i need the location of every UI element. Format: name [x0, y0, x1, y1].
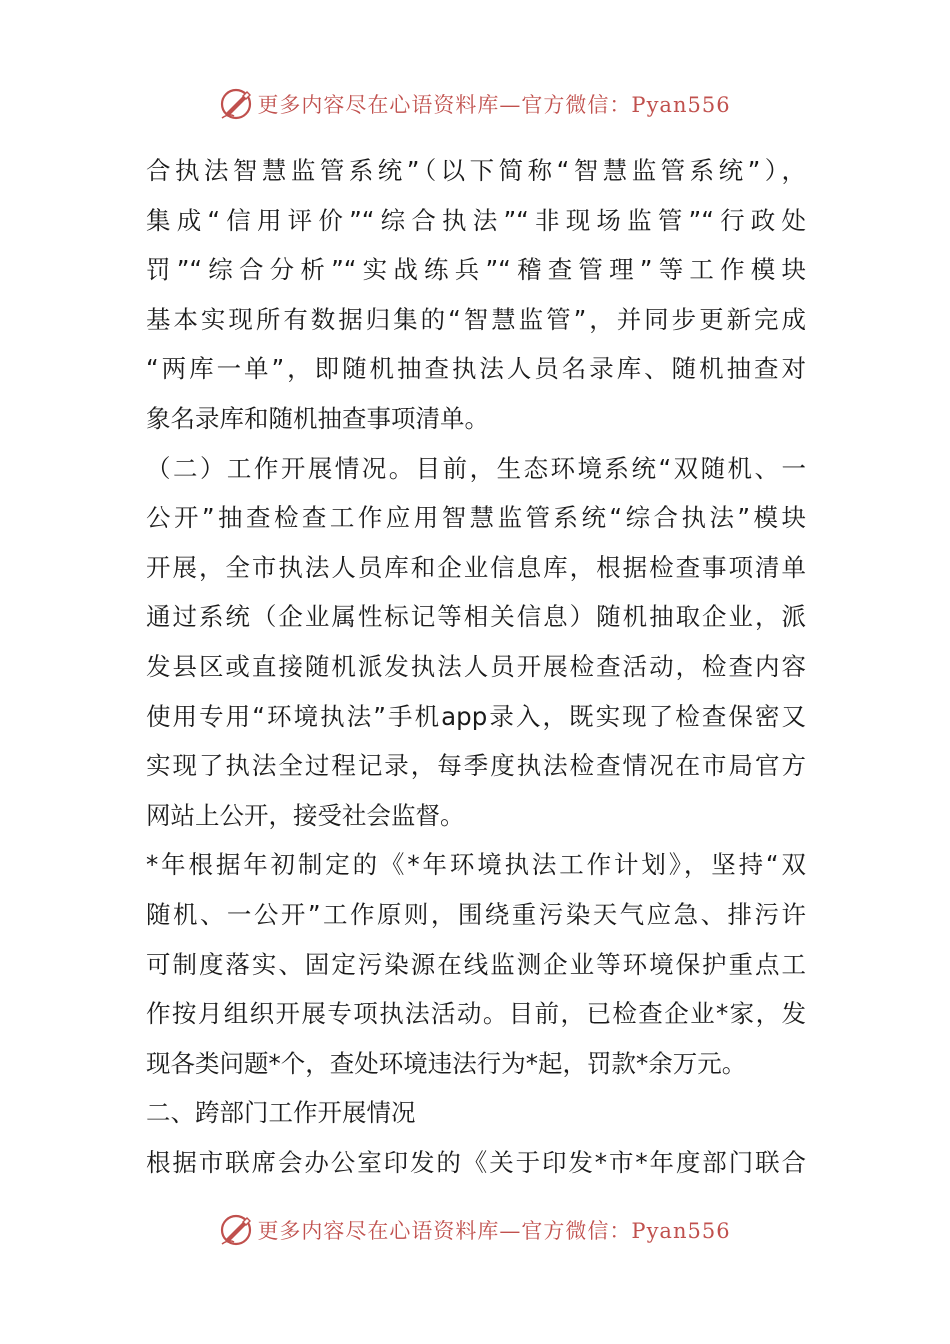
body-line: 网站上公开，接受社会监督。 — [146, 800, 465, 830]
body-line: 发县区或直接随机派发执法人员开展检查活动，检查内容 — [146, 651, 806, 681]
body-line: （二）工作开展情况。目前，生态环境系统“双随机、一 — [146, 453, 806, 483]
pen-logo-icon — [219, 1213, 253, 1247]
body-line: 开展，全市执法人员库和企业信息库，根据检查事项清单 — [146, 552, 806, 582]
body-line: 通过系统（企业属性标记等相关信息）随机抽取企业，派 — [146, 602, 806, 632]
document-body — [146, 146, 806, 1187]
body-line: 可制度落实、固定污染源在线监测企业等环境保护重点工 — [146, 949, 806, 979]
watermark-text: 更多内容尽在心语资料库—官方微信：Pyan556 — [257, 93, 731, 117]
body-line: 随机、一公开”工作原则，围绕重污染天气应急、排污许 — [146, 899, 806, 929]
body-line: 现各类问题*个，查处环境违法行为*起，罚款*余万元。 — [146, 1048, 747, 1078]
body-line: 实现了执法全过程记录，每季度执法检查情况在市局官方 — [146, 751, 806, 781]
body-line: 象名录库和随机抽查事项清单。 — [146, 403, 489, 433]
watermark-text: 更多内容尽在心语资料库—官方微信：Pyan556 — [257, 1219, 731, 1243]
body-line: 集成“信用评价”“综合执法”“非现场监管”“行政处 — [146, 205, 806, 235]
body-line: 合执法智慧监管系统”（以下简称“智慧监管系统”）， — [146, 156, 806, 185]
body-line: 公开”抽查检查工作应用智慧监管系统“综合执法”模块 — [146, 503, 806, 533]
body-line: 罚”“综合分析”“实战练兵”“稽查管理”等工作模块 — [146, 255, 806, 285]
header-watermark-banner — [0, 84, 950, 124]
body-line: *年根据年初制定的《*年环境执法工作计划》，坚持“双 — [146, 850, 806, 880]
section-heading: 二、跨部门工作开展情况 — [146, 1098, 416, 1128]
footer-watermark-banner — [0, 1210, 950, 1250]
body-line: 基本实现所有数据归集的“智慧监管”，并同步更新完成 — [146, 304, 806, 334]
body-line: 作按月组织开展专项执法活动。目前，已检查企业*家，发 — [146, 999, 806, 1029]
body-line: “两库一单”，即随机抽查执法人员名录库、随机抽查对 — [146, 354, 806, 384]
body-line: 使用专用“环境执法”手机app录入，既实现了检查保密又 — [146, 701, 806, 731]
body-line: 根据市联席会办公室印发的《关于印发*市*年度部门联合 — [146, 1147, 806, 1177]
pen-logo-icon — [219, 87, 253, 121]
